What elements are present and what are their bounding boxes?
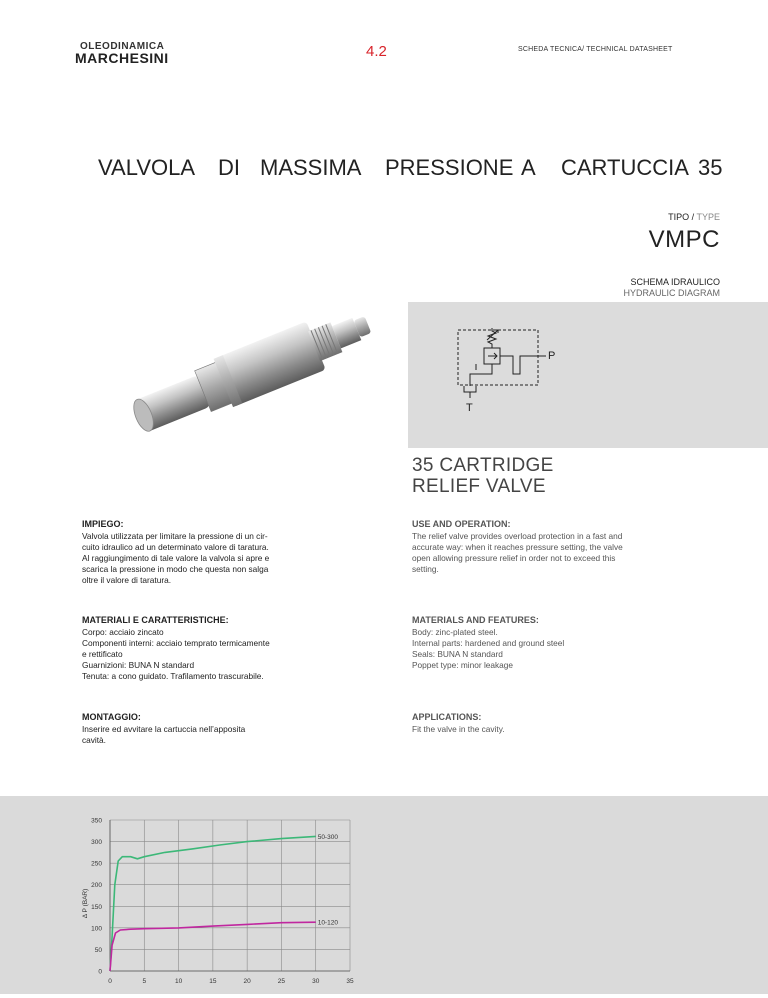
hydraulic-diagram-panel (408, 302, 768, 448)
port-t-label: T (466, 402, 473, 414)
section-body (412, 627, 712, 671)
body-line: accurate way: when it reaches pressure setting, the valve (412, 542, 623, 552)
section-use-en (412, 519, 712, 575)
body-line: Guarnizioni: BUNA N standard (82, 660, 195, 670)
body-line: Seals: BUNA N standard (412, 649, 503, 659)
body-line: Internal parts: hardened and ground steel (412, 638, 565, 648)
hydraulic-schematic (408, 302, 768, 448)
body-line: Inserire ed avvitare la cartuccia nell’apposita (82, 724, 246, 734)
y-tick-label: 300 (91, 839, 102, 847)
title-word: A (521, 155, 536, 180)
series-label: 10-120 (317, 919, 338, 927)
type-label-en: TYPE (696, 212, 720, 222)
title-word: VALVOLA (98, 155, 196, 180)
brand-small-text: OLEODINAMICA (80, 41, 165, 52)
type-code: VMPC (648, 226, 720, 253)
english-title-line1: 35 CARTRIDGE (412, 455, 554, 476)
section-use-it (82, 519, 342, 586)
x-tick-label: 20 (243, 978, 251, 985)
section-mounting-en (412, 712, 712, 735)
section-heading: MATERIALI E CARATTERISTICHE: (82, 615, 229, 625)
y-tick-label: 50 (94, 946, 102, 954)
datasheet-label: SCHEDA TECNICA/ TECHNICAL DATASHEET (518, 46, 673, 53)
schema-label-it: SCHEMA IDRAULICO (630, 277, 720, 287)
title-word: PRESSIONE (385, 155, 514, 180)
english-title-line2: RELIEF VALVE (412, 476, 546, 497)
body-line: open allowing pressure relief in order not to exceed this (412, 553, 616, 563)
y-tick-label: 0 (98, 968, 102, 976)
page-title (98, 155, 723, 185)
x-tick-label: 35 (346, 978, 354, 985)
section-heading: MONTAGGIO: (82, 712, 141, 722)
body-line: cuito idraulico ad un determinato valore di taratura. (82, 542, 269, 552)
series-label: 50-300 (317, 833, 338, 841)
section-body (412, 724, 712, 735)
y-axis-title: Δ P (BAR) (82, 888, 89, 919)
body-line: scarica la pressione in modo che questa non salga (82, 564, 269, 574)
body-line: setting. (412, 564, 439, 574)
section-heading: USE AND OPERATION: (412, 519, 511, 529)
section-body (412, 531, 712, 575)
x-tick-label: 5 (142, 978, 147, 985)
y-tick-label: 100 (91, 925, 102, 933)
section-body (82, 724, 342, 746)
body-line: e rettificato (82, 649, 123, 659)
body-line: Al raggiungimento di tale valore la valvola si apre e (82, 553, 270, 563)
y-tick-label: 150 (91, 903, 102, 911)
body-line: Body: zinc-plated steel. (412, 627, 498, 637)
port-p-label: P (548, 350, 556, 362)
type-label-sep: / (689, 212, 697, 222)
y-tick-label: 200 (91, 882, 102, 890)
section-body (82, 531, 342, 586)
body-line: cavità. (82, 735, 106, 745)
body-line: Componenti interni: acciaio temprato termicamente (82, 638, 270, 648)
brand-logo: MARCHESINI (75, 50, 169, 66)
x-tick-label: 10 (174, 978, 183, 985)
title-word: 35 (698, 155, 723, 180)
body-line: oltre il valore di taratura. (82, 575, 172, 585)
english-title (412, 455, 554, 497)
x-tick-label: 0 (108, 978, 112, 985)
chart-panel (0, 796, 768, 994)
y-tick-label: 250 (91, 860, 102, 868)
section-mounting-it (82, 712, 342, 746)
title-word: DI (218, 155, 240, 180)
section-body (82, 627, 342, 682)
body-line: Poppet type: minor leakage (412, 660, 514, 670)
type-label (668, 212, 720, 222)
valve-illustration (120, 298, 390, 438)
section-heading: MATERIALS AND FEATURES: (412, 615, 539, 625)
x-tick-label: 30 (312, 978, 320, 985)
title-word: MASSIMA (260, 155, 362, 180)
body-line: Corpo: acciaio zincato (82, 627, 164, 637)
section-number: 4.2 (366, 43, 387, 60)
body-line: Tenuta: a cono guidato. Trafilamento trascurabile. (82, 671, 264, 681)
type-label-it: TIPO (668, 212, 690, 222)
body-line: Valvola utilizzata per limitare la pressione di un cir- (82, 531, 268, 541)
x-tick-label: 15 (209, 978, 217, 985)
section-heading: APPLICATIONS: (412, 712, 482, 722)
pressure-flow-chart (0, 796, 768, 994)
section-materials-it (82, 615, 342, 682)
x-tick-label: 25 (277, 978, 286, 985)
schema-label-en: HYDRAULIC DIAGRAM (623, 288, 720, 298)
section-heading: IMPIEGO: (82, 519, 124, 529)
section-materials-en (412, 615, 712, 671)
body-line: The relief valve provides overload protection in a fast and (412, 531, 623, 541)
title-word: CARTUCCIA (561, 155, 689, 180)
product-image (120, 298, 390, 442)
y-tick-label: 350 (91, 817, 102, 825)
body-line: Fit the valve in the cavity. (412, 724, 505, 734)
